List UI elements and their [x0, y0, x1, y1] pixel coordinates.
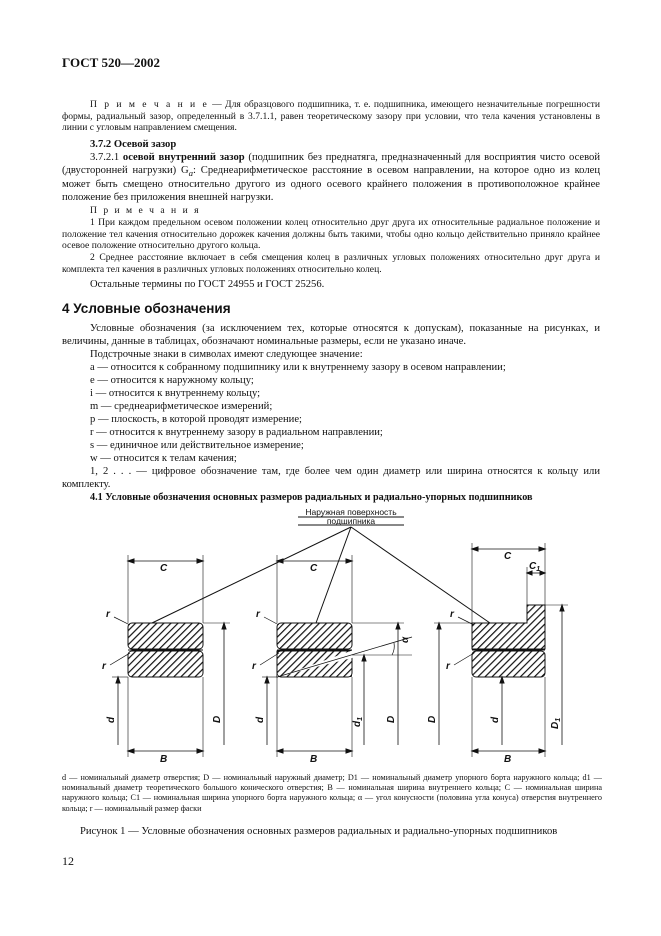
list-item: i — относится к внутреннему кольцу; [90, 388, 261, 399]
outer-ring-section [277, 623, 352, 649]
list-item: s — единичное или действительное измерение; [90, 440, 304, 451]
term-name: осевой внутренний зазор [122, 152, 245, 163]
note-2-1: 1 При каждом предельном осевом положении колец относительно друг друга их относительные радиальное положение и положение тел качения относительно дорожек качения должны быть такими, чтобы одно кольцо действительно приняло крайнее осевое положение относительно другого кольца. [62, 217, 600, 252]
term-text: (подшипник без преднатяга, предназначенный для восприятия чисто осевой (двусторонней нагрузки) G [62, 152, 601, 176]
label-d: d [255, 716, 266, 723]
label-r: r [102, 661, 106, 672]
list-item: p — плоскость, в которой проводят измерение; [90, 414, 302, 425]
inner-ring-section [128, 651, 203, 677]
callout-line-2: подшипника [326, 516, 376, 526]
page-number: 12 [62, 854, 74, 868]
term-text-2: : Среднеарифметическое расстояние в осевом направлении, на которое одно из колец может быть смещено относительно другого из одного осевого крайнего положения в противоположное крайнее положение без приложения внешней нагрузки. [62, 164, 600, 203]
label-r: r [106, 609, 110, 620]
label-B: B [160, 754, 168, 765]
figure-legend: d — номинальный диаметр отверстия; D — номинальный наружный диаметр; D1 — номинальный диаметр упорного борта наружного кольца; d1 — номинальный диаметр теоретического большого конического отверстия; B — номинальная ширина внутреннего кольца; C — номинальная ширина наружного кольца; C1 — номинальная ширина упорного борта наружного кольца; α — угол конусности (половина угла конуса) отверстия внутреннего кольца; r — номинальный размер фаски [62, 773, 602, 813]
note-2-2: 2 Среднее расстояние включает в себя смещения колец в различных угловых положениях относительно друг друга и комплекта тел качения в различных угловых положениях относительно колец. [62, 252, 600, 275]
list-item: w — относится к телам качения; [90, 453, 237, 464]
section-4-title: 4 Условные обозначения [62, 301, 231, 316]
label-C: C [160, 563, 168, 574]
term-sub: a [188, 167, 194, 178]
section-4-p1: Условные обозначения (за исключением тех, которые относятся к допускам), показанные на рисунках, и величины, данные в таблицах, обозначают номинальные размеры, если не указано иначе. [62, 323, 600, 347]
section-3-7-2-1 [62, 152, 600, 204]
section-4-1-title: 4.1 Условные обозначения основных размеров радиальных и радиально-упорных подшипников [90, 492, 533, 503]
label-D: D [212, 715, 223, 723]
leader-line-3 [351, 527, 490, 623]
inner-ring-section [472, 651, 545, 677]
label-D: D [427, 715, 438, 723]
bearing-2 [260, 555, 412, 757]
figure-bearing-dimensions [62, 505, 602, 767]
document-header: ГОСТ 520—2002 [62, 55, 161, 70]
other-terms: Остальные термины по ГОСТ 24955 и ГОСТ 25256. [90, 279, 325, 290]
label-r: r [446, 661, 450, 672]
label-alpha: α [400, 636, 411, 643]
label-B: B [310, 754, 318, 765]
label-D1: $D_1$ [550, 717, 562, 729]
label-d: d [106, 716, 117, 723]
outer-ring-section [128, 623, 203, 649]
section-4-p3: 1, 2 . . . — цифровое обозначение там, где более чем один диаметр или ширина относятся к кольцу или комплекту. [62, 466, 600, 490]
label-d1: $d_1$ [352, 716, 364, 727]
label-r: r [252, 661, 256, 672]
label-C: C [310, 563, 318, 574]
callout-line-1: Наружная поверхность [305, 507, 397, 517]
note-text: — Для образцового подшипника, т. е. подшипника, имеющего незначительные погрешности формы, радиальный зазор, определенный в 3.7.1.1, равен теоретическому зазору при условии, что тела качения установлены в линии с угловым направлением смещения. [62, 99, 601, 134]
label-r: r [450, 609, 454, 620]
label-C1: $C_1$ [529, 561, 541, 573]
section-4-p2: Подстрочные знаки в символах имеют следующее значение: [90, 349, 363, 360]
section-3-7-2-title: 3.7.2 Осевой зазор [90, 139, 177, 150]
label-C: C [504, 551, 512, 562]
label-d: d [490, 716, 501, 723]
list-item: m — среднеарифметическое измерений; [90, 401, 273, 412]
label-D: D [386, 715, 397, 723]
bearing-3 [434, 543, 568, 757]
term-number: 3.7.2.1 [90, 152, 123, 163]
note-label: П р и м е ч а н и е [90, 99, 209, 110]
list-item: r — относится к внутреннему зазору в радиальном направлении; [90, 427, 383, 438]
figure-title: Рисунок 1 — Условные обозначения основных размеров радиальных и радиально-упорных подшипников [80, 826, 558, 837]
label-B: B [504, 754, 512, 765]
bearing-1 [110, 555, 230, 757]
label-r: r [256, 609, 260, 620]
note-1 [62, 99, 600, 134]
outer-ring-section [472, 605, 545, 649]
list-item: a — относится к собранному подшипнику или к внутреннему зазору в осевом направлении; [90, 362, 506, 373]
list-item: e — относится к наружному кольцу; [90, 375, 254, 386]
notes-label: П р и м е ч а н и я [90, 205, 201, 216]
